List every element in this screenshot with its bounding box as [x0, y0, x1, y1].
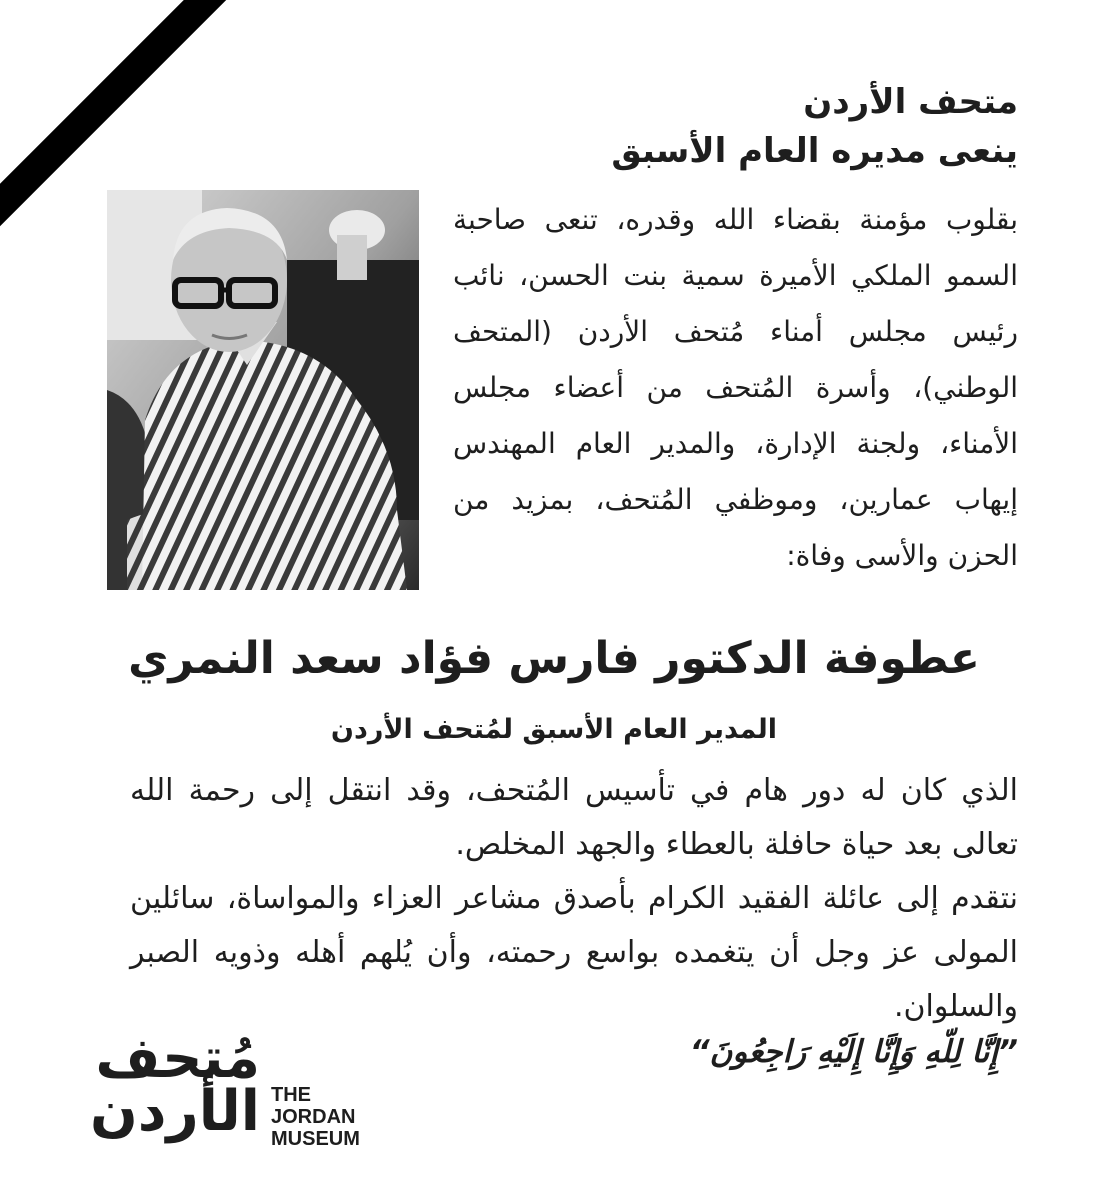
logo-english-wordmark [271, 1084, 360, 1150]
portrait-image [107, 190, 419, 590]
deceased-position: المدير العام الأسبق لمُتحف الأردن [330, 714, 778, 745]
logo-arabic-line-2: الأردن [89, 1079, 260, 1145]
jordan-museum-logo [89, 1026, 384, 1152]
intro-paragraph: بقلوب مؤمنة بقضاء الله وقدره، تنعى صاحبة السمو الملكي الأميرة سمية بنت الحسن، نائب رئيس مجلس أمناء مُتحف الأردن (المتحف الوطني)، وأسرة المُتحف من أعضاء مجلس الأمناء، ولجنة الإدارة، والمدير العام المهندس إيهاب عمارين، وموظفي المُتحف، بمزيد من الحزن والأسى وفاة: [453, 203, 1018, 572]
deceased-name: عطوفة الدكتور فارس فؤاد سعد النمري [128, 633, 980, 684]
body-paragraph-2: نتقدم إلى عائلة الفقيد الكرام بأصدق مشاعر العزاء والمواساة، سائلين المولى عز وجل أن يتغمده بواسع رحمته، وأن يُلهم أهله وذويه الصبر والسلوان. [130, 881, 1018, 1024]
logo-arabic-line-1: مُتحف [95, 1026, 260, 1091]
body-paragraph-1: الذي كان له دور هام في تأسيس المُتحف، وقد انتقل إلى رحمة الله تعالى بعد حياة حافلة بالعطاء والجهد المخلص. [130, 773, 1018, 862]
announcement-heading: ينعى مديره العام الأسبق [611, 131, 1018, 172]
logo-arabic-wordmark [89, 1026, 260, 1150]
logo-english-line-2: JORDAN [271, 1106, 356, 1128]
logo-english-line-1: THE [271, 1084, 311, 1106]
portrait-photo [107, 190, 419, 590]
museum-name: متحف الأردن [803, 82, 1018, 122]
header [318, 78, 1018, 177]
logo-english-line-3: MUSEUM [271, 1128, 360, 1150]
quran-quote: ”إِنَّا لِلّهِ وَإِنَّا إِلَيْهِ رَاجِعُونَ“ [689, 1034, 1018, 1070]
